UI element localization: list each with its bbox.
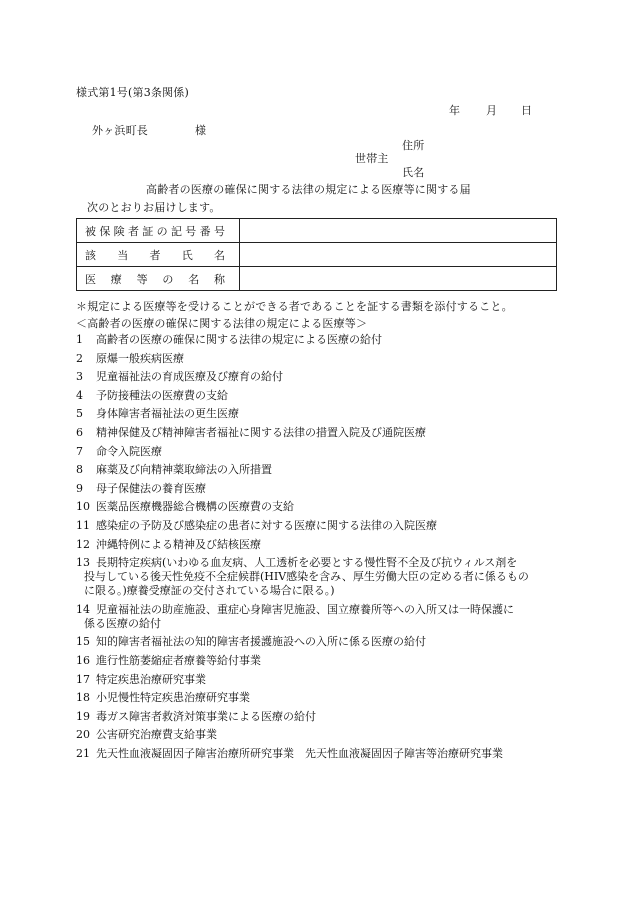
list-item-line: 長期特定疾病(いわゆる血友病、人工透析を必要とする慢性腎不全及び抗ウィルス剤を: [96, 556, 518, 570]
list-item-number: 2: [76, 351, 83, 365]
list-item-number: 10: [76, 500, 90, 514]
list-item-text: [96, 747, 566, 761]
list-item-line: 医薬品医療機器総合機構の医療費の支給: [96, 500, 294, 514]
label-char: 番: [199, 224, 211, 238]
list-item-text: [84, 556, 566, 598]
info-table-value-cell[interactable]: [240, 267, 557, 291]
list-item: [76, 370, 566, 384]
list-item: [76, 728, 566, 742]
list-item-text: [96, 445, 566, 459]
info-table-label: [77, 267, 240, 291]
info-table-value-cell[interactable]: [240, 219, 557, 243]
list-item-number: 14: [76, 602, 90, 616]
list-item: [76, 691, 566, 705]
list-item: [76, 500, 566, 514]
list-item-text: [96, 426, 566, 440]
list-item-line: 児童福祉法の育成医療及び療育の給付: [96, 370, 283, 384]
label-char: 名: [214, 248, 225, 262]
date-month-label: 月: [486, 104, 498, 117]
list-item-text: [96, 407, 566, 421]
info-table-row: [77, 267, 557, 291]
label-char: 険: [113, 224, 125, 238]
list-item: [76, 463, 566, 477]
list-item-line: 予防接種法の医療費の支給: [96, 388, 228, 402]
list-item-text: [96, 728, 566, 742]
list-item: [76, 654, 566, 668]
list-item-line: 精神保健及び精神障害者福祉に関する法律の措置入院及び通院医療: [96, 425, 426, 439]
label-char: 証: [142, 224, 154, 238]
list-item-line: 沖縄特例による精神及び結核医療: [96, 537, 261, 551]
list-item-line: 身体障害者福祉法の更生医療: [96, 407, 239, 421]
address-label: 住所: [402, 139, 425, 152]
list-item-line: 毒ガス障害者救済対策事業による医療の給付: [96, 709, 316, 723]
date-day-label: 日: [521, 104, 533, 117]
head-of-household-label: 世帯主: [355, 152, 389, 165]
list-item-text: [96, 463, 566, 477]
list-item-number: 20: [76, 728, 90, 742]
list-item: [76, 407, 566, 421]
list-item-number: 16: [76, 653, 90, 667]
date-year-label: 年: [449, 104, 461, 117]
label-char: の: [162, 272, 174, 286]
label-char: 当: [117, 248, 129, 262]
list-item-number: 19: [76, 709, 90, 723]
list-item: [76, 635, 566, 649]
list-item-number: 17: [76, 672, 90, 686]
addressee-name: 外ヶ浜町長: [92, 124, 148, 137]
list-item-line: 先天性血液凝固因子障害治療所研究事業 先天性血液凝固因子障害等治療研究事業: [96, 746, 503, 760]
list-item-line: 児童福祉法の助産施設、重症心身障害児施設、国立療養所等への入所又は一時保護に: [96, 602, 514, 616]
list-item-number: 12: [76, 537, 90, 551]
label-char: 記: [170, 224, 182, 238]
list-item-text: [96, 635, 566, 649]
list-item-number: 15: [76, 635, 90, 649]
label-char: の: [156, 224, 168, 238]
list-item: [76, 747, 566, 761]
list-item-text: [96, 482, 566, 496]
info-table-row: [77, 219, 557, 243]
list-item: [76, 426, 566, 440]
label-char: 保: [99, 224, 111, 238]
label-char: 号: [185, 224, 197, 238]
list-item-line: 進行性筋萎縮症者療養等給付事業: [96, 653, 261, 667]
list-item: [76, 710, 566, 724]
list-item-number: 6: [76, 425, 83, 439]
list-item-line: 特定疾患治療研究事業: [96, 672, 206, 686]
addressee-honorific: 様: [195, 124, 207, 137]
list-item-text: [96, 370, 566, 384]
list-item-line: に限る。)療養受療証の交付されている場合に限る。): [84, 584, 335, 598]
label-char: 者: [149, 248, 161, 262]
list-item-number: 21: [76, 746, 90, 760]
list-item-line: 原爆一般疾病医療: [96, 351, 184, 365]
list-item-text: [96, 654, 566, 668]
list-item-text: [96, 519, 566, 533]
list-item-text: [96, 673, 566, 687]
list-item-line: 係る医療の給付: [84, 616, 161, 630]
info-table: [76, 218, 557, 291]
label-char: 療: [110, 272, 122, 286]
list-item-number: 18: [76, 691, 90, 705]
label-char: 号: [213, 224, 225, 238]
list-item-line: 命令入院医療: [96, 444, 162, 458]
label-char: 該: [85, 248, 96, 262]
attachment-note: ＊規定による医療等を受けることができる者であることを証する書類を添付すること。: [76, 300, 513, 313]
form-title: 高齢者の医療の確保に関する法律の規定による医療等に関する届: [146, 183, 471, 196]
list-item-text: [96, 389, 566, 403]
list-item: [76, 538, 566, 552]
list-item-number: 13: [76, 556, 90, 570]
list-item-number: 3: [76, 370, 83, 384]
list-heading: ＜高齢者の医療の確保に関する法律の規定による医療等＞: [76, 317, 368, 330]
medical-services-list: [76, 333, 566, 765]
list-item-number: 8: [76, 463, 83, 477]
info-table-value-cell[interactable]: [240, 243, 557, 267]
list-item-text: [96, 691, 566, 705]
list-item: [76, 389, 566, 403]
list-item: [76, 603, 566, 631]
list-item-line: 高齢者の医療の確保に関する法律の規定による医療の給付: [96, 333, 382, 346]
list-item: [76, 519, 566, 533]
label-char: 等: [136, 272, 148, 286]
list-item-line: 投与している後天性免疫不全症候群(HIV感染を含み、厚生労働大臣の定める者に係るもの: [84, 570, 529, 584]
list-item-text: [96, 538, 566, 552]
label-char: 氏: [181, 248, 193, 262]
list-item-line: 母子保健法の養育医療: [96, 481, 206, 495]
list-item-number: 1: [76, 333, 83, 346]
list-item-text: [96, 333, 566, 347]
list-item-line: 感染症の予防及び感染症の患者に対する医療に関する法律の入院医療: [96, 518, 437, 532]
list-item-text: [96, 500, 566, 514]
list-item-text: [84, 602, 566, 631]
list-item: [76, 482, 566, 496]
list-item-line: 小児慢性特定疾患治療研究事業: [96, 691, 250, 705]
list-item: [76, 673, 566, 687]
list-item: [76, 556, 566, 598]
info-table-label: [77, 219, 240, 243]
label-char: 医: [85, 272, 96, 286]
form-number: 様式第1号(第3条関係): [76, 86, 189, 99]
list-item-line: 公害研究治療費支給事業: [96, 728, 217, 742]
label-char: 者: [127, 224, 139, 238]
label-char: 被: [85, 224, 96, 238]
label-char: 名: [188, 272, 200, 286]
info-table-label: [77, 243, 240, 267]
list-item-number: 11: [76, 518, 90, 532]
list-item: [76, 445, 566, 459]
list-item-number: 5: [76, 407, 83, 421]
list-item-text: [96, 710, 566, 724]
list-item-line: 麻薬及び向精神薬取締法の入所措置: [96, 463, 272, 477]
name-label: 氏名: [402, 166, 425, 179]
intro-text: 次のとおりお届けします。: [87, 201, 221, 214]
list-item-text: [96, 352, 566, 366]
list-item-line: 知的障害者福祉法の知的障害者援護施設への入所に係る医療の給付: [96, 635, 426, 649]
label-char: 称: [213, 272, 225, 286]
list-item: [76, 333, 566, 347]
list-item-number: 4: [76, 388, 83, 402]
list-item: [76, 352, 566, 366]
list-item-number: 9: [76, 481, 83, 495]
info-table-row: [77, 243, 557, 267]
list-item-number: 7: [76, 444, 83, 458]
